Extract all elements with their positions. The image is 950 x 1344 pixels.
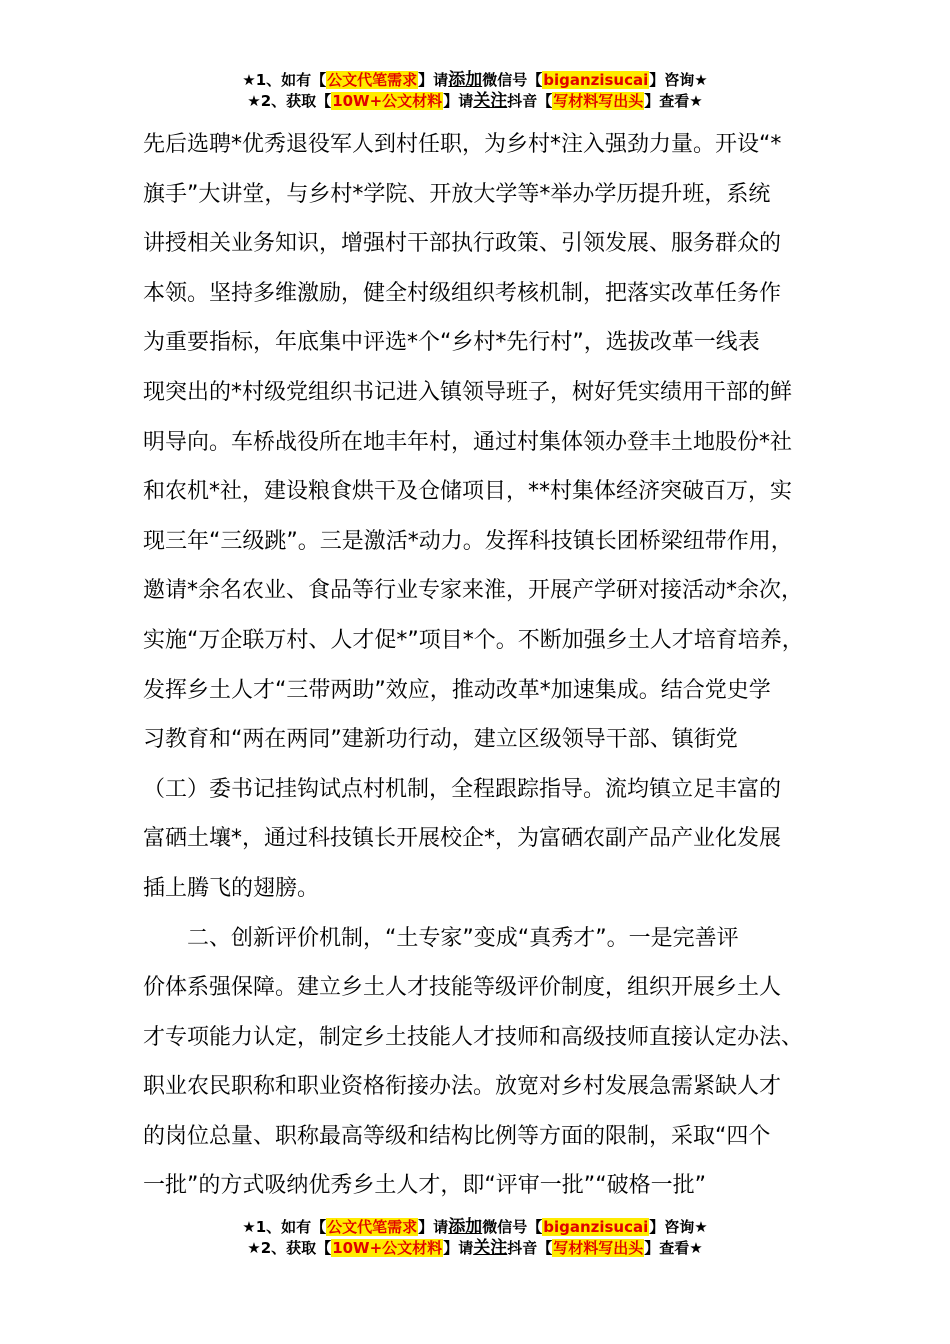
- promo-text: ★1、如有【: [242, 1218, 327, 1236]
- paragraph-line: 邀请*余名农业、食品等行业专家来淮，开展产学研对接活动*余次，: [143, 578, 804, 604]
- promo-line-1: [0, 70, 950, 91]
- promo-text: 】查看★: [644, 1239, 703, 1257]
- promo-text: 抖音【: [507, 1239, 553, 1257]
- paragraph-line: 和农机*社，建设粮食烘干及仓储项目，**村集体经济突破百万，实: [143, 479, 793, 505]
- promo-emphasis: 关注: [473, 1238, 508, 1258]
- paragraph-line: 讲授相关业务知识，增强村干部执行政策、引领发展、服务群众的: [143, 231, 782, 257]
- promo-text: 】请: [418, 71, 449, 89]
- promo-text: ★2、获取【: [247, 1239, 332, 1257]
- promo-highlight: biganzisucai: [543, 1218, 649, 1236]
- promo-text: 】请: [418, 1218, 449, 1236]
- promo-emphasis: 添加: [448, 70, 483, 90]
- bottom-promo-banner: [0, 1217, 950, 1259]
- promo-text: 】咨询★: [649, 71, 708, 89]
- paragraph-line: 为重要指标，年底集中评选*个“乡村*先行村”，选拔改革一线表: [143, 330, 760, 356]
- promo-text: 】请: [443, 1239, 474, 1257]
- promo-text: 】查看★: [644, 92, 703, 110]
- paragraph-line: 现突出的*村级党组织书记进入镇领导班子，树好凭实绩用干部的鲜: [143, 379, 793, 405]
- document-body: [143, 120, 833, 1211]
- paragraph-line: 现三年“三级跳”。三是激活*动力。发挥科技镇长团桥梁纽带作用，: [143, 528, 793, 554]
- promo-text: 微信号【: [482, 71, 543, 89]
- paragraph-line: 一批”的方式吸纳优秀乡土人才，即“评审一批”“破格一批”: [143, 1173, 706, 1199]
- paragraph-line: 插上腾飞的翅膀。: [143, 875, 320, 901]
- promo-line-2: [0, 91, 950, 112]
- promo-text: 】咨询★: [649, 1218, 708, 1236]
- promo-text: ★1、如有【: [242, 71, 327, 89]
- promo-highlight: biganzisucai: [543, 71, 649, 89]
- paragraph-line: 本领。坚持多维激励，健全村级组织考核机制，把落实改革任务作: [143, 280, 782, 306]
- paragraph-line: 明导向。车桥战役所在地丰年村，通过村集体领办登丰土地股份*社: [143, 429, 793, 455]
- promo-highlight: 写材料写出头: [553, 1239, 644, 1257]
- section-heading-line: 二、创新评价机制，“土专家”变成“真秀才”。一是完善评: [187, 925, 739, 951]
- paragraph-line: 发挥乡土人才“三带两助”效应，推动改革*加速集成。结合党史学: [143, 677, 771, 703]
- paragraph-line: 实施“万企联万村、人才促*”项目*个。不断加强乡土人才培育培养，: [143, 627, 804, 653]
- top-promo-banner: [0, 70, 950, 112]
- promo-text: 】请: [443, 92, 474, 110]
- paragraph-line: 的岗位总量、职称最高等级和结构比例等方面的限制，采取“四个: [143, 1123, 771, 1149]
- promo-text: ★2、获取【: [247, 92, 332, 110]
- promo-text: 微信号【: [482, 1218, 543, 1236]
- promo-highlight: 公文代笔需求: [327, 71, 418, 89]
- paragraph-line: 富硒土壤*，通过科技镇长开展校企*，为富硒农副产品产业化发展: [143, 826, 782, 852]
- promo-emphasis: 关注: [473, 91, 508, 111]
- paragraph-line: 价体系强保障。建立乡土人才技能等级评价制度，组织开展乡土人: [143, 975, 782, 1001]
- promo-line-1: [0, 1217, 950, 1238]
- paragraph-line: 旗手”大讲堂，与乡村*学院、开放大学等*举办学历提升班，系统: [143, 181, 771, 207]
- paragraph-line: 才专项能力认定，制定乡土技能人才技师和高级技师直接认定办法、: [143, 1024, 804, 1050]
- promo-highlight: 10W+公文材料: [332, 1239, 443, 1257]
- promo-highlight: 写材料写出头: [553, 92, 644, 110]
- promo-line-2: [0, 1238, 950, 1259]
- promo-text: 抖音【: [507, 92, 553, 110]
- promo-emphasis: 添加: [448, 1217, 483, 1237]
- paragraph-line: 先后选聘*优秀退役军人到村任职，为乡村*注入强劲力量。开设“*: [143, 132, 782, 157]
- paragraph-line: 职业农民职称和职业资格衔接办法。放宽对乡村发展急需紧缺人才: [143, 1074, 782, 1100]
- promo-highlight: 公文代笔需求: [327, 1218, 418, 1236]
- paragraph-line: （工）委书记挂钩试点村机制，全程跟踪指导。流均镇立足丰富的: [143, 776, 782, 802]
- paragraph-line: 习教育和“两在两同”建新功行动，建立区级领导干部、镇街党: [143, 727, 738, 753]
- promo-highlight: 10W+公文材料: [332, 92, 443, 110]
